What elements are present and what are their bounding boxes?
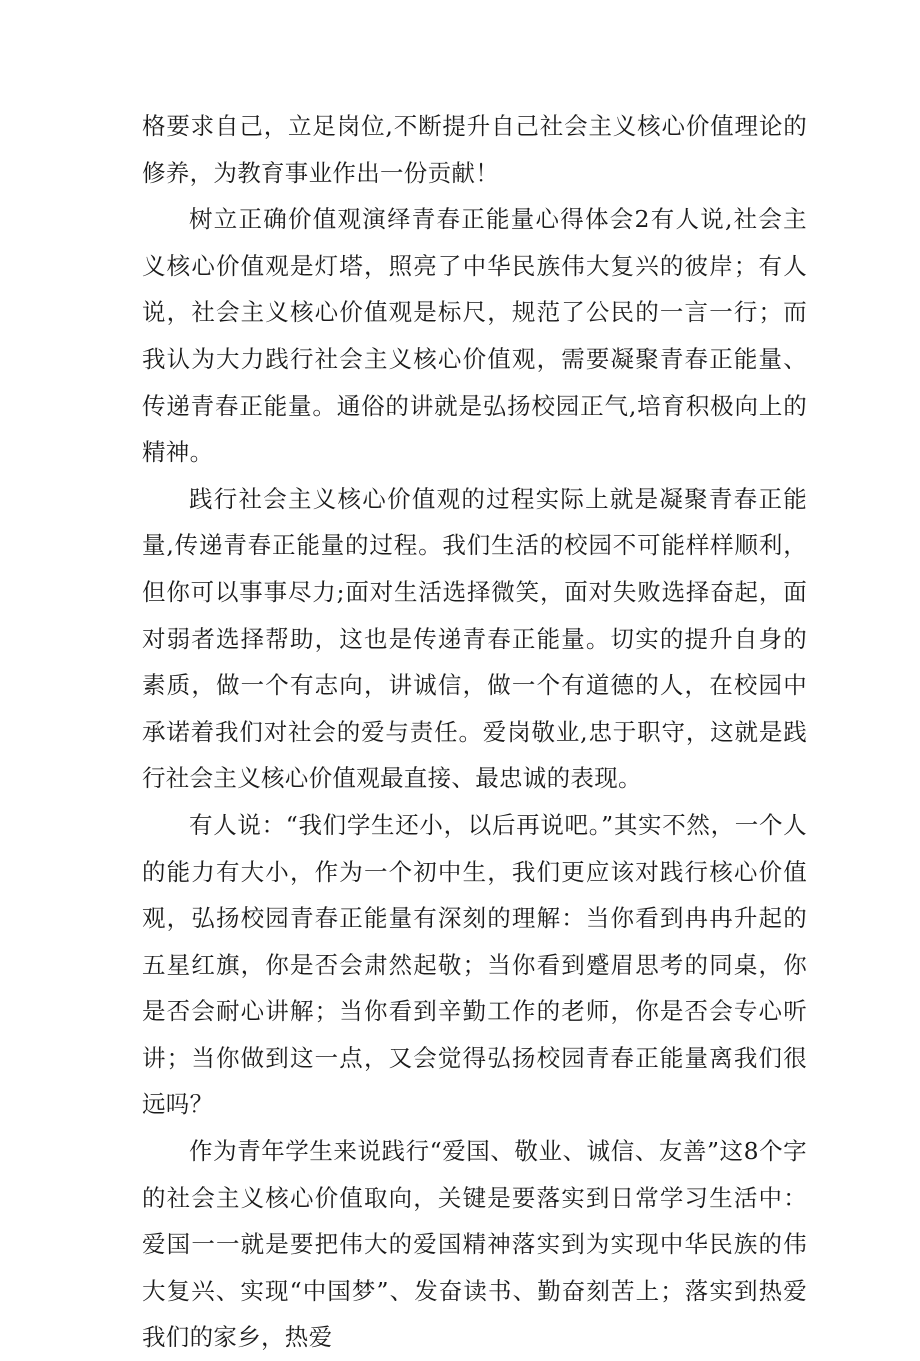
- paragraph-5: 作为青年学生来说践行“爱国、敬业、诚信、友善”这8个字的社会主义核心价值取向，关键是要落实到日常学习生活中：爱国一一就是要把伟大的爱国精神落实到为实现中华民族的伟大复兴、实现“中国梦”、发奋读书、勤奋刻苦上；落实到热爱我们的家乡，热爱: [142, 1137, 807, 1352]
- paragraph-3: 践行社会主义核心价值观的过程实际上就是凝聚青春正能量,传递青春正能量的过程。我们生活的校园不可能样样顺利，但你可以事事尽力;面对生活选择微笑，面对失败选择奋起，面对弱者选择帮助，这也是传递青春正能量。切实的提升自身的素质，做一个有志向，讲诚信，做一个有道德的人，在校园中承诺着我们对社会的爱与责任。爱岗敬业,忠于职守，这就是践行社会主义核心价值观最直接、最忠诚的表现。: [142, 484, 807, 793]
- paragraph-1: 格要求自己，立足岗位,不断提升自己社会主义核心价值理论的修养，为教育事业作出一份贡献！: [142, 112, 807, 187]
- paragraph-2: 树立正确价值观演绎青春正能量心得体会2有人说,社会主义核心价值观是灯塔，照亮了中华民族伟大复兴的彼岸；有人说，社会主义核心价值观是标尺，规范了公民的一言一行；而我认为大力践行社会主义核心价值观，需要凝聚青春正能量、传递青春正能量。通俗的讲就是弘扬校园正气,培育积极向上的精神。: [142, 205, 807, 467]
- paragraph-4: 有人说：“我们学生还小，以后再说吧。”其实不然，一个人的能力有大小，作为一个初中生，我们更应该对践行核心价值观，弘扬校园青春正能量有深刻的理解：当你看到冉冉升起的五星红旗，你是否会肃然起敬；当你看到蹙眉思考的同桌，你是否会耐心讲解；当你看到辛勤工作的老师，你是否会专心听讲；当你做到这一点，又会觉得弘扬校园青春正能量离我们很远吗？: [142, 810, 807, 1119]
- document-body: [142, 103, 807, 1361]
